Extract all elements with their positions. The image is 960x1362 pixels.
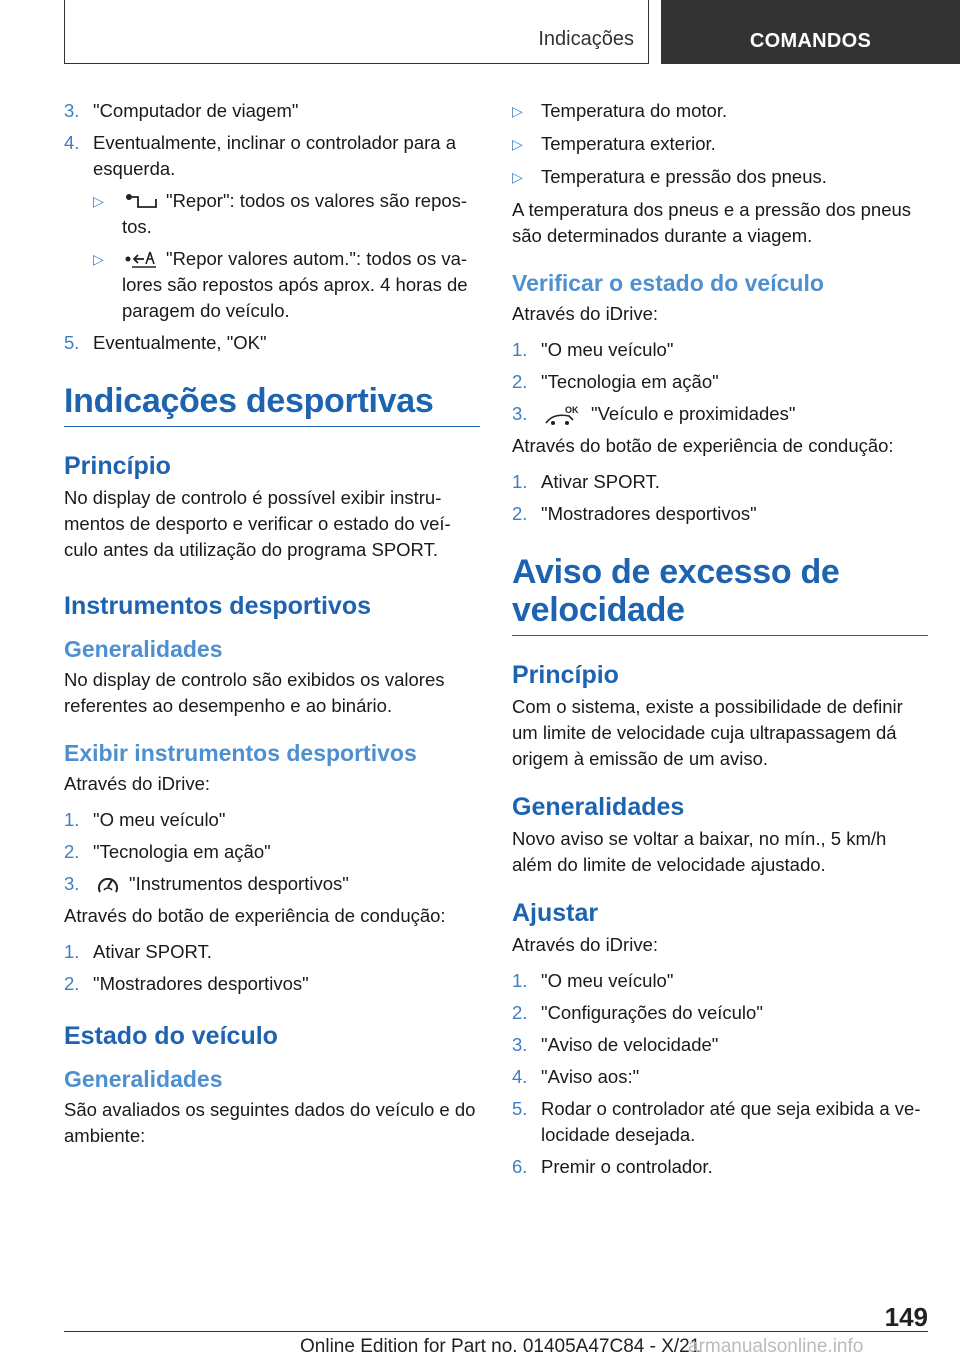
step-text: "Tecnologia em ação" [93, 841, 271, 862]
footer-edition: Online Edition for Part no. 01405A47C84 - X/21 [300, 1336, 701, 1357]
bullet-item [512, 164, 928, 190]
section-heading [512, 553, 928, 636]
section-heading-line: Aviso de excesso de [512, 553, 840, 591]
bullet-item [512, 98, 928, 124]
list-item [64, 971, 480, 997]
bullet-triangle-icon: ▷ [93, 251, 104, 267]
svg-text:OK: OK [565, 405, 579, 416]
list-item [64, 871, 480, 897]
step-text: Eventualmente, inclinar o controlador para a esquerda. [93, 132, 457, 179]
step-number: 4. [512, 1066, 528, 1087]
step-text: Eventualmente, "OK" [93, 332, 267, 353]
step-number: 5. [512, 1098, 528, 1119]
header-frame [64, 0, 649, 64]
step-text: "Tecnologia em ação" [541, 371, 719, 392]
subsection-heading: Instrumentos desportivos [64, 592, 371, 620]
paragraph: São avaliados os seguintes dados do veículo e do ambiente: [64, 1099, 476, 1146]
step-text: "Mostradores desportivos" [93, 973, 309, 994]
paragraph: Através do botão de experiência de condução: [64, 905, 446, 926]
list-item [512, 1000, 928, 1026]
step-text: "Veículo e proximidades" [591, 403, 796, 424]
step-number: 2. [512, 371, 528, 392]
left-column [64, 98, 480, 1159]
bullet-triangle-icon: ▷ [512, 169, 523, 185]
step-number: 6. [512, 1156, 528, 1177]
list-item [512, 1154, 928, 1180]
step-number: 2. [512, 503, 528, 524]
step-text: "Aviso aos:" [541, 1066, 640, 1087]
step-text: Rodar o controlador até que seja exibida a ve-locidade desejada. [541, 1098, 921, 1145]
footer-divider [64, 1331, 928, 1332]
step-number: 1. [64, 941, 80, 962]
minor-heading: Verificar o estado do veículo [512, 270, 824, 296]
paragraph: No display de controlo é possível exibir instru-mentos de desporto e verificar o estado do veí-culo antes da utilização do programa SPORT. [64, 487, 451, 560]
step-text: "O meu veículo" [93, 809, 226, 830]
step-text: Ativar SPORT. [93, 941, 212, 962]
step-text: "Mostradores desportivos" [541, 503, 757, 524]
step-number: 1. [512, 339, 528, 360]
list-item [512, 469, 928, 495]
header-chapter-tab: COMANDOS [661, 0, 960, 64]
bullet-triangle-icon: ▷ [512, 136, 523, 152]
sub-bullet-item [64, 246, 480, 324]
list-item [64, 939, 480, 965]
bullet-item [512, 131, 928, 157]
step-number: 2. [64, 841, 80, 862]
step-text: "Computador de viagem" [93, 100, 299, 121]
bullet-text: Temperatura e pressão dos pneus. [541, 166, 827, 187]
step-text: "Aviso de velocidade" [541, 1034, 719, 1055]
paragraph: Através do iDrive: [512, 934, 658, 955]
step-number: 5. [64, 332, 80, 353]
auto-reset-icon [124, 250, 158, 270]
step-number: 2. [64, 973, 80, 994]
list-item [512, 1096, 928, 1148]
list-item [512, 501, 928, 527]
minor-heading: Exibir instrumentos desportivos [64, 740, 417, 766]
bullet-triangle-icon: ▷ [512, 103, 523, 119]
list-item [512, 1064, 928, 1090]
step-number: 2. [512, 1002, 528, 1023]
section-heading-line: velocidade [512, 591, 685, 629]
step-number: 3. [512, 403, 528, 424]
bullet-text: Temperatura do motor. [541, 100, 728, 121]
step-number: 1. [512, 970, 528, 991]
step-number: 3. [64, 100, 80, 121]
bullet-text: Temperatura exterior. [541, 133, 716, 154]
paragraph: Através do iDrive: [64, 773, 210, 794]
list-item [64, 330, 480, 356]
page-number: 149 [884, 1302, 928, 1332]
minor-heading: Generalidades [64, 1066, 223, 1092]
list-item [512, 337, 928, 363]
subsection-heading: Princípio [512, 661, 619, 689]
sport-gauge-icon [95, 874, 121, 896]
subsection-heading: Ajustar [512, 899, 599, 927]
step-text: Ativar SPORT. [541, 471, 660, 492]
sub-bullet-item [64, 188, 480, 240]
step-number: 1. [64, 809, 80, 830]
step-number: 4. [64, 132, 80, 153]
right-column [512, 98, 928, 1186]
step-text: Premir o controlador. [541, 1156, 713, 1177]
step-text: "O meu veículo" [541, 970, 674, 991]
sub-bullet-text: "Repor": todos os valores são repos-tos. [122, 190, 468, 237]
subsection-heading: Generalidades [512, 793, 685, 821]
list-item [512, 369, 928, 395]
list-item [512, 968, 928, 994]
list-item [512, 401, 928, 427]
subsection-heading: Estado do veículo [64, 1022, 278, 1050]
footer-watermark: armanualsonline.info [688, 1336, 864, 1357]
paragraph: Novo aviso se voltar a baixar, no mín., 5 km/h além do limite de velocidade ajustado. [512, 828, 887, 875]
step-number: 1. [512, 471, 528, 492]
reset-trip-icon [124, 193, 158, 211]
step-number: 3. [512, 1034, 528, 1055]
list-item [64, 839, 480, 865]
paragraph: Com o sistema, existe a possibilidade de definir um limite de velocidade cuja ultrapassagem dá origem à emissão de um aviso. [512, 696, 903, 769]
section-heading: Indicações desportivas [64, 382, 480, 427]
step-text: "Instrumentos desportivos" [129, 873, 349, 894]
sub-bullet-text: "Repor valores autom.": todos os va-lores são repostos após aprox. 4 horas de paragem do veículo. [122, 248, 468, 321]
minor-heading: Generalidades [64, 636, 223, 662]
step-text: "O meu veículo" [541, 339, 674, 360]
list-item [64, 807, 480, 833]
bullet-triangle-icon: ▷ [93, 193, 104, 209]
list-item [512, 1032, 928, 1058]
step-text: "Configurações do veículo" [541, 1002, 763, 1023]
vehicle-ok-icon [543, 404, 583, 426]
subsection-heading: Princípio [64, 452, 171, 480]
paragraph: A temperatura dos pneus e a pressão dos pneus são determinados durante a viagem. [512, 199, 912, 246]
paragraph: No display de controlo são exibidos os valores referentes ao desempenho e ao binário. [64, 669, 445, 716]
list-item [64, 98, 480, 124]
list-item [64, 130, 480, 182]
paragraph: Através do botão de experiência de condução: [512, 435, 894, 456]
paragraph: Através do iDrive: [512, 303, 658, 324]
step-number: 3. [64, 873, 80, 894]
header-section-title: Indicações [538, 28, 634, 50]
